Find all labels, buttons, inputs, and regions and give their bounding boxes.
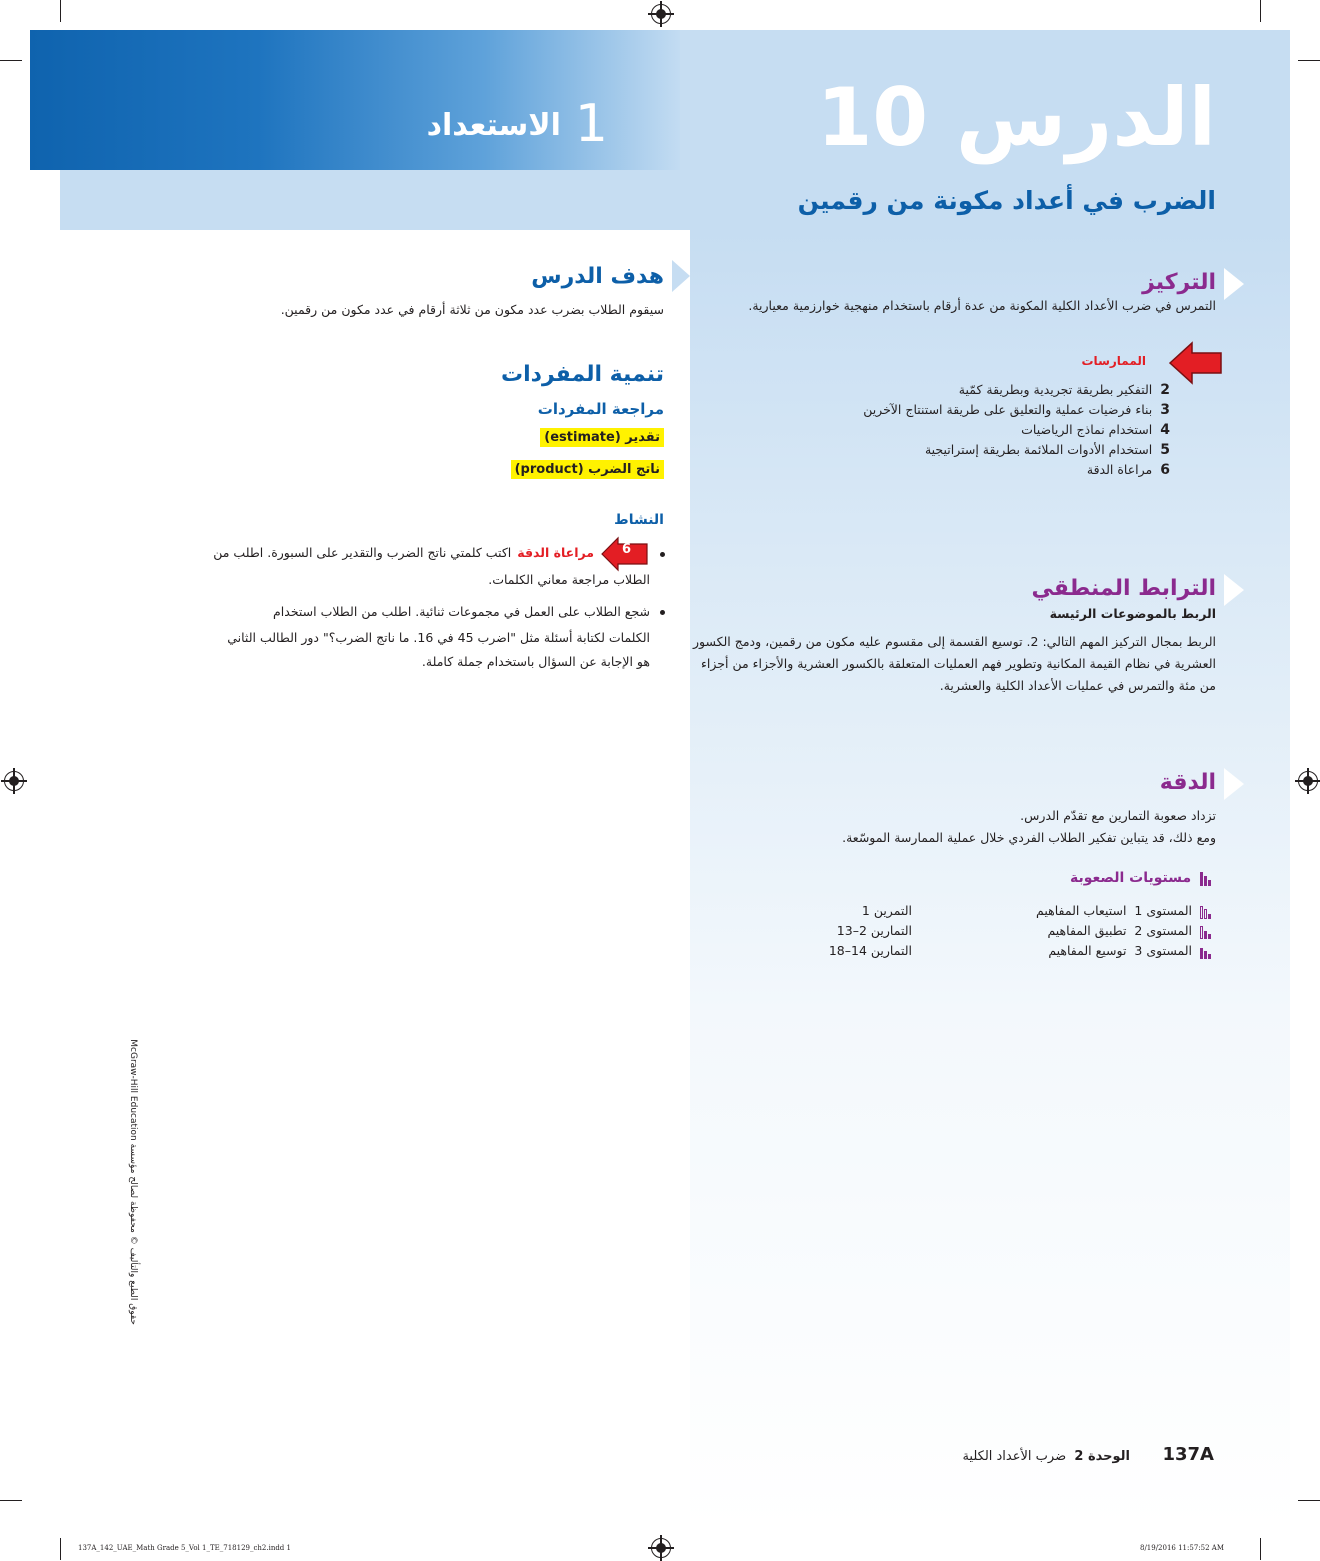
page-number: 137A: [1162, 1444, 1214, 1465]
vocab-term: ناتج الضرب (product): [511, 458, 664, 477]
activity-line: الكلمات لكتابة أسئلة مثل "اضرب 45 في 16. ما ناتج الضرب؟" دور الطالب الثاني: [227, 630, 650, 645]
crop-mark: [0, 1500, 22, 1501]
registration-mark-icon: [651, 4, 671, 24]
practice-text: بناء فرضيات عملية والتعليق على طريقة استنتاج الآخرين: [863, 402, 1153, 417]
coherence-line: الربط بمجال التركيز المهم التالي: 2. توسيع القسمة إلى مقسوم عليه مكون من رقمين، ودمج الكسور: [692, 634, 1216, 649]
level-desc: تطبيق المفاهيم: [1047, 923, 1127, 938]
coherence-line: العشرية في نظام القيمة المكانية وتطوير فهم العمليات المتعلقة بالكسور العشرية والأجزاء من أجزاء: [701, 656, 1216, 671]
crop-mark: [1298, 1500, 1320, 1501]
focus-text: التمرس في ضرب الأعداد الكلية المكونة من عدة أرقام باستخدام منهجية خوارزمية معيارية.: [748, 298, 1216, 313]
section-triangle-icon: [1224, 768, 1244, 800]
file-info: 137A_142_UAE_Math Grade 5_Vol 1_TE_718129_ch2.indd 1: [78, 1544, 291, 1552]
activity-line: مراعاة الدقةاكتب كلمتي ناتج الضرب والتقدير على السبورة. اطلب من: [213, 545, 594, 560]
level-desc: توسيع المفاهيم: [1048, 943, 1127, 958]
registration-mark-icon: [651, 1538, 671, 1558]
difficulty-level-row: [1047, 923, 1212, 939]
crop-mark: [60, 1538, 61, 1560]
rigor-line: تزداد صعوبة التمارين مع تقدّم الدرس.: [1020, 808, 1216, 823]
crop-mark: [60, 0, 61, 22]
section-triangle-icon: [1224, 268, 1244, 300]
practices-label: الممارسات: [1081, 354, 1146, 368]
level-label: المستوى 3: [1134, 943, 1193, 958]
activity-line: الطلاب مراجعة معاني الكلمات.: [488, 572, 650, 587]
coherence-line: من مئة والتمرس في عمليات الأعداد الكلية والعشرية.: [939, 678, 1216, 693]
activity-line: شجع الطلاب على العمل في مجموعات ثنائية. اطلب من الطلاب استخدام: [273, 604, 650, 619]
objective-heading: هدف الدرس: [531, 264, 664, 289]
practice-number: 5: [1160, 442, 1170, 458]
level-desc: استيعاب المفاهيم: [1036, 903, 1127, 918]
practice-number: 4: [1160, 422, 1170, 438]
difficulty-level-row: [1036, 903, 1212, 919]
footer-unit: [962, 1449, 1130, 1464]
practice-text: استخدام نماذج الرياضيات: [1021, 422, 1153, 437]
difficulty-bars-icon: [1200, 870, 1212, 886]
registration-mark-icon: [4, 771, 24, 791]
practice-text: مراعاة الدقة: [1086, 462, 1153, 477]
practice-item: [925, 442, 1170, 458]
level-exercises: التمارين 14–18: [828, 943, 912, 958]
file-date: 8/19/2016 11:57:52 AM: [1139, 1544, 1224, 1552]
lesson-title: الدرس 10: [816, 71, 1216, 164]
level-exercises: التمرين 1: [861, 903, 912, 918]
unit-label: الوحدة 2: [1074, 1449, 1130, 1464]
crop-mark: [1298, 60, 1320, 61]
practice-text: استخدام الأدوات الملائمة بطريقة إستراتيجية: [924, 442, 1153, 457]
bullet-icon: [660, 610, 665, 615]
rigor-line: ومع ذلك، قد يتباين تفكير الطلاب الفردي خلال عملية الممارسة الموسّعة.: [842, 830, 1216, 845]
practice-text: التفكير بطريقة تجريدية وبطريقة كمّية: [958, 382, 1153, 397]
difficulty-level-row: [1048, 943, 1212, 959]
registration-mark-icon: [1298, 771, 1318, 791]
level-label: المستوى 1: [1134, 903, 1193, 918]
section-triangle-icon: [1224, 574, 1244, 606]
crop-mark: [0, 60, 22, 61]
vocab-heading: تنمية المفردات: [501, 362, 664, 387]
prep-label: الاستعداد: [426, 108, 561, 143]
activity-line: هو الإجابة عن السؤال باستخدام جملة كاملة.: [421, 654, 650, 669]
level-1-icon: [1200, 904, 1212, 919]
precision-label: مراعاة الدقة: [517, 545, 594, 560]
practice-number: 2: [1160, 382, 1170, 398]
practice-item: [959, 382, 1170, 398]
unit-title: ضرب الأعداد الكلية: [962, 1449, 1067, 1464]
practice-item: [1087, 462, 1170, 478]
vocab-review-heading: مراجعة المفردات: [537, 400, 664, 418]
prep-heading: [427, 94, 608, 154]
focus-heading: التركيز: [1142, 270, 1216, 295]
practices-arrow-icon: [1168, 340, 1224, 386]
level-label: المستوى 2: [1134, 923, 1193, 938]
practice-item: [863, 402, 1170, 418]
objective-text: سيقوم الطلاب بضرب عدد مكون من ثلاثة أرقام في عدد مكون من رقمين.: [280, 302, 664, 317]
crop-mark: [1260, 1538, 1261, 1560]
level-2-icon: [1200, 924, 1212, 939]
prep-number: 1: [574, 94, 608, 154]
lesson-subtitle: الضرب في أعداد مكونة من رقمين: [797, 186, 1216, 215]
coherence-heading: الترابط المنطقي: [1031, 576, 1216, 601]
section-triangle-icon: [672, 260, 690, 292]
level-exercises: التمارين 2–13: [836, 923, 912, 938]
practice-item: [1021, 422, 1170, 438]
level-3-icon: [1200, 944, 1212, 959]
coherence-subheading: الربط بالموضوعات الرئيسة: [1049, 606, 1216, 621]
vocab-term: تقدير (estimate): [540, 426, 664, 445]
copyright-text: حقوق الطبع والتأليف © محفوظة لصالح مؤسسة McGraw-Hill Education: [128, 1039, 138, 1325]
practice-number: 3: [1160, 402, 1170, 418]
practice-number: 6: [1160, 462, 1170, 478]
bullet-icon: [660, 552, 665, 557]
difficulty-levels-heading: مستويات الصعوبة: [1070, 870, 1212, 886]
activity-heading: النشاط: [614, 512, 664, 528]
practice-badge: 6: [622, 542, 632, 557]
rigor-heading: الدقة: [1159, 770, 1216, 795]
crop-mark: [1260, 0, 1261, 22]
